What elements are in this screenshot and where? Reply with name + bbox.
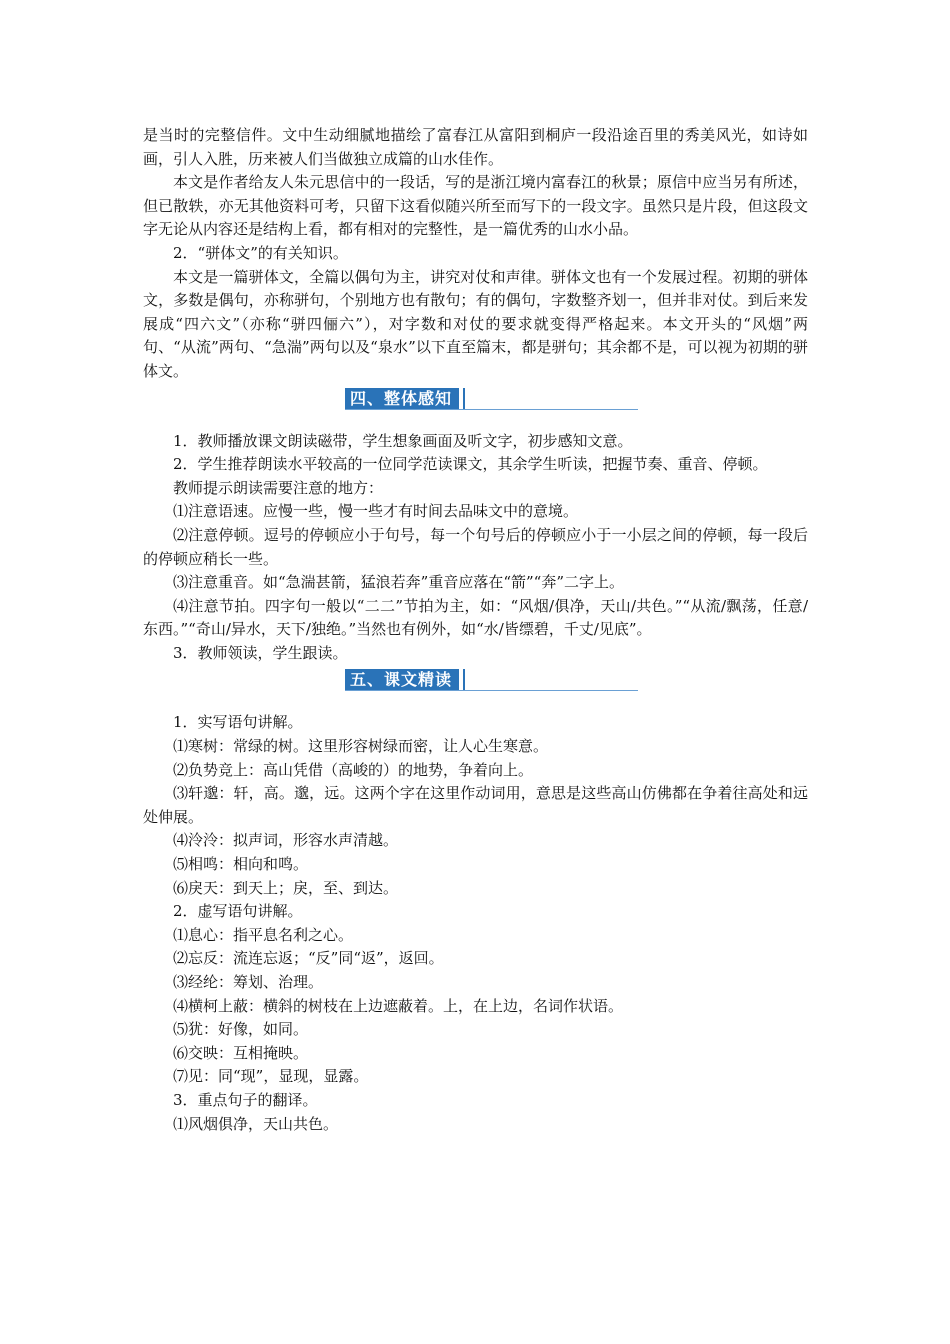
paragraph: ⑶经纶：筹划、治理。 xyxy=(173,973,324,991)
paragraph: 教师提示朗读需要注意的地方： xyxy=(173,478,384,497)
section-header-overall xyxy=(143,384,808,430)
paragraph: ⑴注意语速。应慢一些，慢一些才有时间去品味文中的意境。 xyxy=(173,502,579,521)
paragraph: 2．虚写语句讲解。 xyxy=(173,902,303,921)
paragraph: ⑵注意停顿。逗号的停顿应小于句号，每一个句号后的停顿应小于一小层之间的停顿，每一段后的停顿应稍长一些。 xyxy=(143,525,808,568)
header-tick-decoration xyxy=(463,388,465,410)
paragraph: ⑶注意重音。如“急湍甚箭，猛浪若奔”重音应落在“箭”“奔”二字上。 xyxy=(173,573,625,592)
paragraph: ⑹交映：互相掩映。 xyxy=(173,1043,309,1062)
paragraph: 3．重点句子的翻译。 xyxy=(173,1090,318,1109)
paragraph: ⑺见：同“现”，显现，显露。 xyxy=(173,1067,369,1086)
section-title-overall: 四、整体感知 xyxy=(345,388,459,410)
paragraph: ⑵负势竞上：高山凭借（高峻的）的地势，争着向上。 xyxy=(173,760,534,779)
section-header-close-reading xyxy=(143,665,808,711)
paragraph: ⑴风烟俱净，天山共色。 xyxy=(173,1114,339,1133)
paragraph: ⑸犹：好像，如同。 xyxy=(173,1020,309,1039)
paragraph: ⑵忘反：流连忘返；“反”同“返”，返回。 xyxy=(173,949,444,968)
paragraph: ⑷泠泠：拟声词，形容水声清越。 xyxy=(173,831,399,850)
paragraph-pianti-intro: 本文是一篇骈体文，全篇以偶句为主，讲究对仗和声律。骈体文也有一个发展过程。初期的骈体文，多数是偶句，亦称骈句，个别地方也有散句；有的偶句，字数整齐划一，但并非对仗。到后来发展成“四六文”（亦称“骈四俪六”），对字数和对仗的要求就变得严格起来。本文开头的“风烟”两句、“从流”两句、“急湍”两句以及“泉水”以下直至篇末，都是骈句；其余都不是，可以视为初期的骈体文。 xyxy=(143,267,808,380)
paragraph: ⑸相鸣：相向和鸣。 xyxy=(173,855,309,874)
paragraph: 1．教师播放课文朗读磁带，学生想象画面及听文字，初步感知文意。 xyxy=(173,431,633,450)
paragraph-original-letter: 本文是作者给友人朱元思信中的一段话，写的是浙江境内富春江的秋景；原信中应当另有所述，但已散轶，亦无其他资料可考，只留下这看似随兴所至而写下的一段文字。虽然只是片段，但这段文字无论从内容还是结构上看，都有相对的完整性，是一篇优秀的山水小品。 xyxy=(143,173,808,239)
paragraph: 1．实写语句讲解。 xyxy=(173,713,303,732)
section-title-close-reading: 五、课文精读 xyxy=(345,669,459,691)
paragraph: ⑶轩邈：轩，高。邈，远。这两个字在这里作动词用，意思是这些高山仿佛都在争着往高处和远处伸展。 xyxy=(143,784,808,826)
paragraph: 2．学生推荐朗读水平较高的一位同学范读课文，其余学生听读，把握节奏、重音、停顿。 xyxy=(173,455,768,474)
document-body xyxy=(143,124,808,1136)
paragraph: ⑹戾天：到天上；戾，至、到达。 xyxy=(173,878,399,897)
header-underline xyxy=(345,690,638,691)
paragraph-pianti-heading: 2．“骈体文”的有关知识。 xyxy=(173,243,348,262)
header-underline xyxy=(345,409,638,410)
paragraph: ⑷注意节拍。四字句一般以“二二”节拍为主，如：“风烟/俱净，天山/共色。”“从流/飘荡，任意/东西。”“奇山/异水，天下/独绝。”当然也有例外，如“水/皆缥碧，千丈/见底”。 xyxy=(143,596,808,639)
paragraph: ⑷横柯上蔽：横斜的树枝在上边遮蔽着。上，在上边，名词作状语。 xyxy=(173,996,624,1015)
paragraph: ⑴寒树：常绿的树。这里形容树绿而密，让人心生寒意。 xyxy=(173,737,549,756)
paragraph: ⑴息心：指平息名利之心。 xyxy=(173,925,354,944)
header-tick-decoration xyxy=(463,669,465,691)
paragraph-continuation: 是当时的完整信件。文中生动细腻地描绘了富春江从富阳到桐庐一段沿途百里的秀美风光，如诗如画，引人入胜，历来被人们当做独立成篇的山水佳作。 xyxy=(143,126,808,168)
paragraph: 3．教师领读，学生跟读。 xyxy=(173,643,348,662)
